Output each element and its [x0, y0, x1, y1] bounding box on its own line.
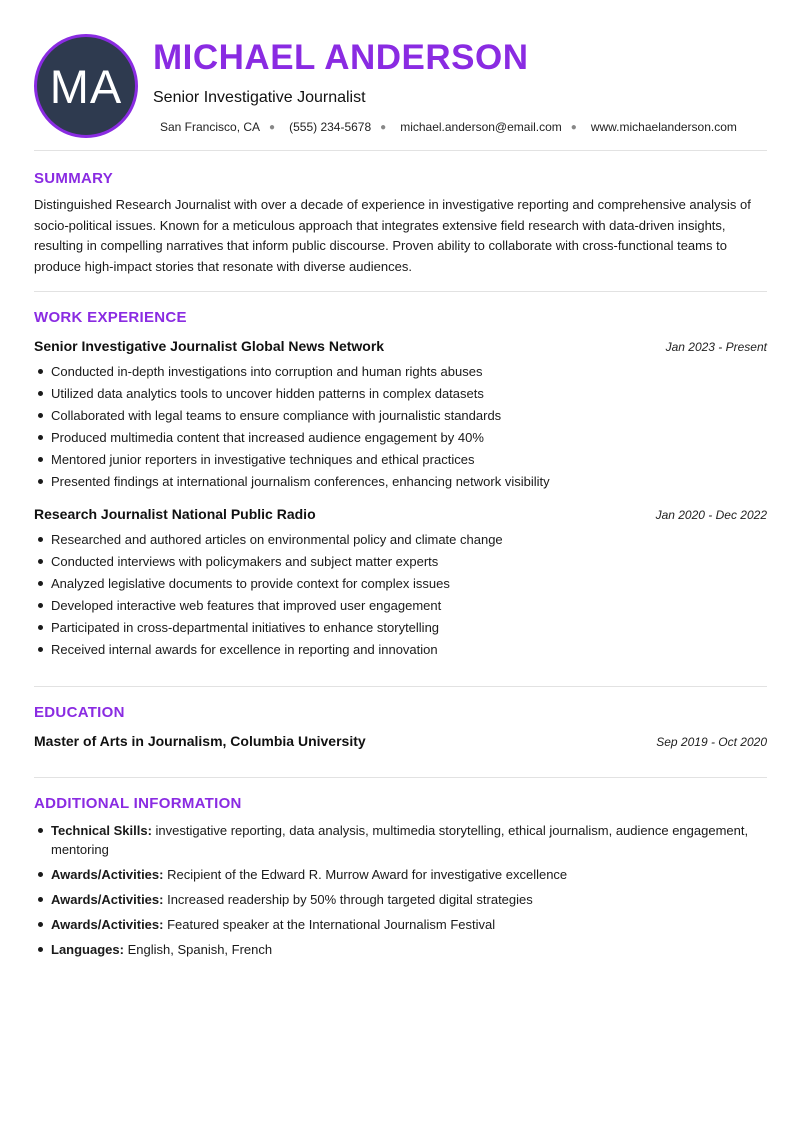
summary-text: Distinguished Research Journalist with over a decade of experience in investigative reporting and comprehensive analysis of socio-political issues. Known for a meticulous approach that integrates extensive field research with data-driven insights, resulting in compelling narratives that inform public discourse. Proven ability to collaborate with cross-functional teams to produce high-impact stories that resonate with diverse audiences.: [34, 197, 751, 274]
list-item: Researched and authored articles on environmental policy and climate change: [34, 531, 767, 548]
job-bullets: [34, 531, 767, 663]
divider: [34, 291, 767, 292]
info-text: Featured speaker at the International Journalism Festival: [167, 917, 496, 932]
job-role: Research Journalist National Public Radio: [34, 506, 316, 522]
additional-heading: ADDITIONAL INFORMATION: [34, 795, 242, 812]
list-item: [34, 865, 767, 884]
divider: [34, 150, 767, 151]
education-entry: [34, 733, 767, 751]
list-item: Conducted interviews with policymakers and subject matter experts: [34, 553, 767, 570]
list-item: [34, 915, 767, 934]
job-dates: Jan 2020 - Dec 2022: [655, 508, 767, 522]
info-text: investigative reporting, data analysis, multimedia storytelling, ethical journalism, audience engagement, mentoring: [51, 823, 749, 857]
list-item: Participated in cross-departmental initiatives to enhance storytelling: [34, 619, 767, 636]
contact-location: San Francisco, CA: [160, 120, 261, 134]
job-header: [34, 506, 767, 524]
divider: [34, 777, 767, 778]
contact-email[interactable]: michael.anderson@email.com: [400, 120, 562, 134]
list-item: Collaborated with legal teams to ensure compliance with journalistic standards: [34, 407, 767, 424]
list-item: Presented findings at international journalism conferences, enhancing network visibility: [34, 473, 767, 490]
job-dates: Jan 2023 - Present: [665, 340, 767, 354]
list-item: Analyzed legislative documents to provide context for complex issues: [34, 575, 767, 592]
bullet-separator-icon: ●: [269, 121, 276, 133]
info-text: Increased readership by 50% through targeted digital strategies: [167, 892, 533, 907]
candidate-name: MICHAEL ANDERSON: [153, 38, 529, 77]
additional-list: [34, 821, 767, 965]
avatar: [34, 34, 138, 138]
education-dates: Sep 2019 - Oct 2020: [656, 735, 767, 749]
info-label: Awards/Activities:: [51, 917, 164, 932]
job-header: [34, 338, 767, 356]
list-item: [34, 890, 767, 909]
education-degree: Master of Arts in Journalism, Columbia University: [34, 733, 366, 749]
bullet-separator-icon: ●: [570, 121, 577, 133]
list-item: Developed interactive web features that improved user engagement: [34, 597, 767, 614]
avatar-initials: MA: [49, 59, 123, 113]
summary-heading: SUMMARY: [34, 170, 114, 187]
info-label: Languages:: [51, 942, 124, 957]
job-role: Senior Investigative Journalist Global News Network: [34, 338, 385, 354]
info-label: Technical Skills:: [51, 823, 152, 838]
contact-bar: [160, 120, 737, 134]
divider: [34, 686, 767, 687]
info-label: Awards/Activities:: [51, 892, 164, 907]
education-heading: EDUCATION: [34, 704, 125, 721]
list-item: Mentored junior reporters in investigative techniques and ethical practices: [34, 451, 767, 468]
info-text: English, Spanish, French: [127, 942, 273, 957]
list-item: Received internal awards for excellence in reporting and innovation: [34, 641, 767, 658]
list-item: Produced multimedia content that increased audience engagement by 40%: [34, 429, 767, 446]
list-item: [34, 940, 767, 959]
bullet-separator-icon: ●: [380, 121, 387, 133]
job-bullets: [34, 363, 767, 495]
list-item: Conducted in-depth investigations into corruption and human rights abuses: [34, 363, 767, 380]
info-text: Recipient of the Edward R. Murrow Award for investigative excellence: [167, 867, 568, 882]
list-item: Utilized data analytics tools to uncover hidden patterns in complex datasets: [34, 385, 767, 402]
candidate-title: Senior Investigative Journalist: [153, 89, 366, 106]
list-item: [34, 821, 767, 859]
contact-website[interactable]: www.michaelanderson.com: [590, 120, 737, 134]
info-label: Awards/Activities:: [51, 867, 164, 882]
experience-heading: WORK EXPERIENCE: [34, 309, 187, 326]
contact-phone: (555) 234-5678: [289, 120, 372, 134]
